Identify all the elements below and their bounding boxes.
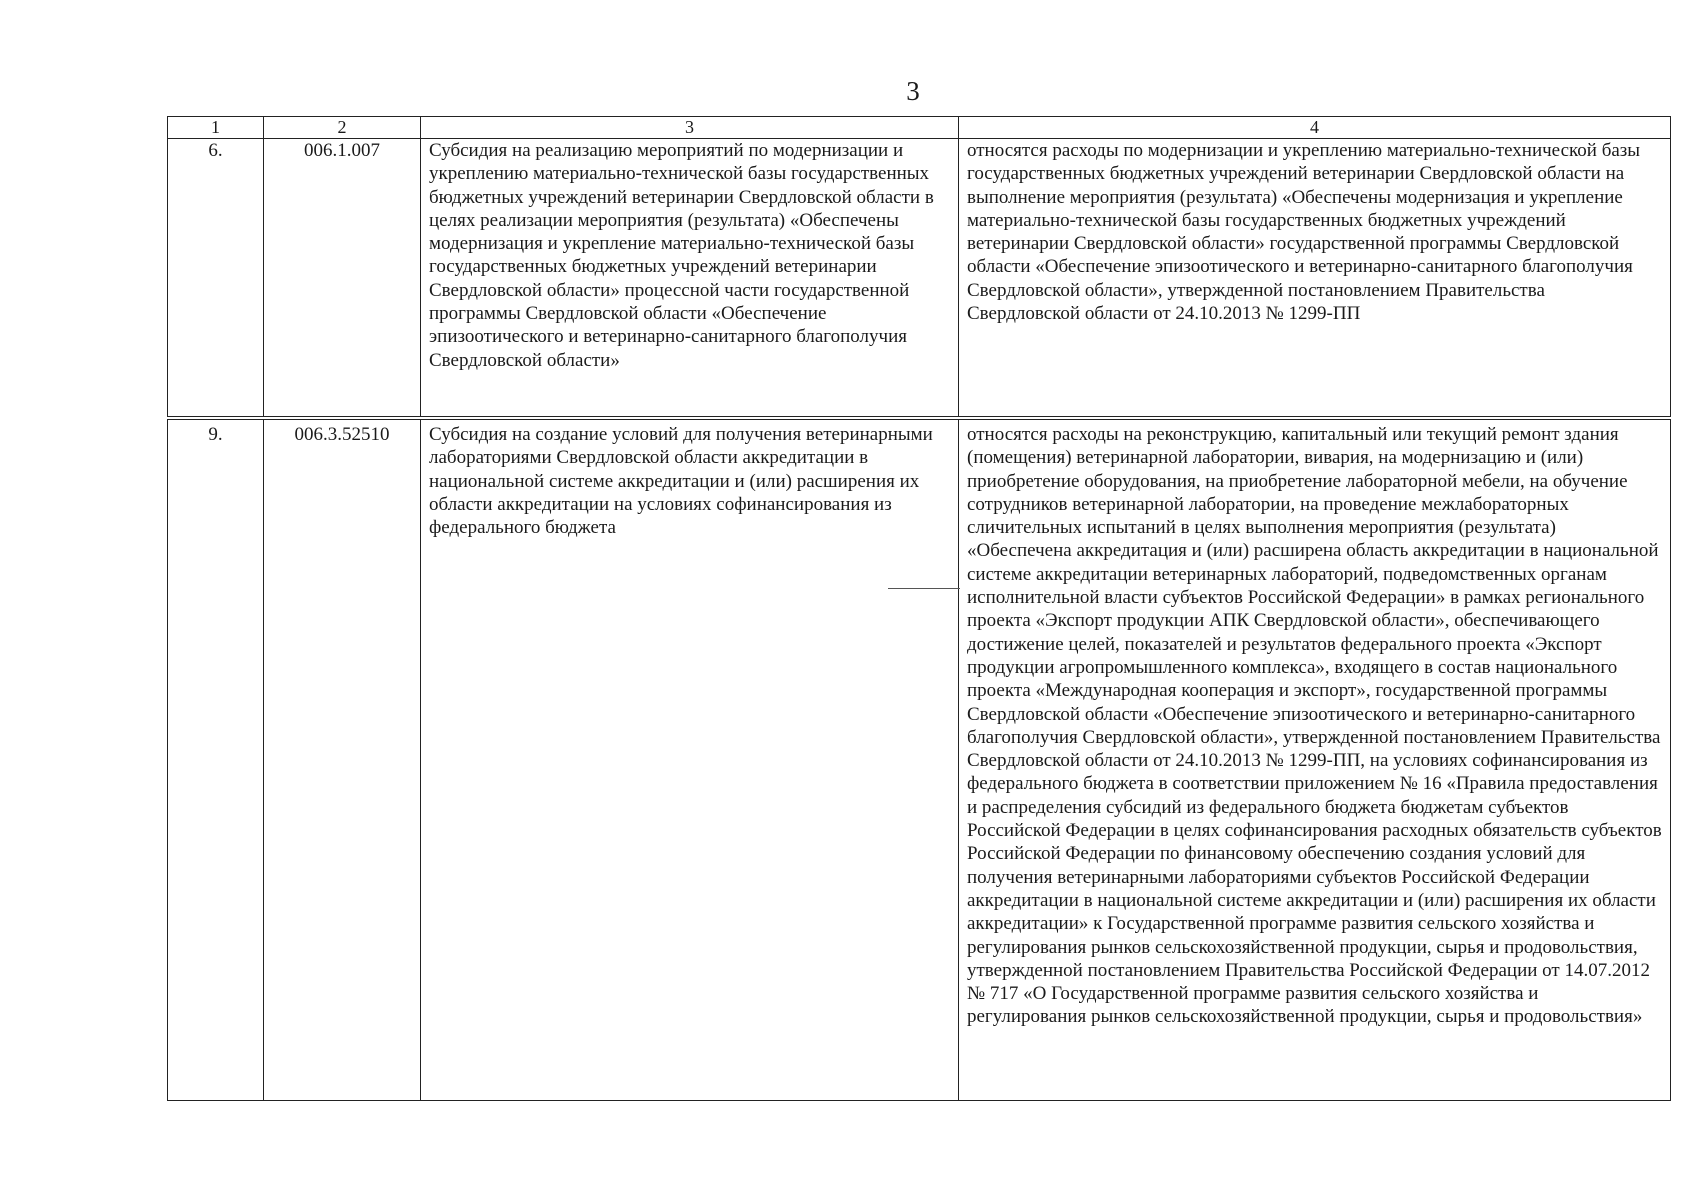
target-article-name: Субсидия на реализацию мероприятий по модернизации и укреплению материально-технической базы государственных бюджетных учреждений ветеринарии Свердловской области в целях реализации мероприятия (результата) «Обеспечены модернизация и укрепление материально-технической базы государственных бюджетных учреждений ветеринарии Свердловской области» процессной части государственной программы Свердловской области «Обеспечение эпизоотического и ветеринарно-санитарного благополучия Свердловской области» [421, 139, 959, 419]
column-number-4: 4 [959, 117, 1671, 139]
column-number-2: 2 [264, 117, 421, 139]
row-number: 9. [168, 418, 264, 1101]
table-header-row [168, 117, 1671, 139]
table-row [168, 418, 1671, 1101]
target-article-name: Субсидия на создание условий для получения ветеринарными лабораториями Свердловской области аккредитации в национальной системе аккредитации и (или) расширения их области аккредитации на условиях софинансирования из федерального бюджета [421, 418, 959, 1101]
target-article-code: 006.1.007 [264, 139, 421, 419]
page-number: 3 [906, 76, 920, 106]
target-article-description: относятся расходы по модернизации и укреплению материально-технической базы государственных бюджетных учреждений ветеринарии Свердловской области на выполнение мероприятия (результата) «Обеспечены модернизация и укрепление материально-технической базы государственных бюджетных учреждений ветеринарии Свердловской области» государственной программы Свердловской области «Обеспечение эпизоотического и ветеринарно-санитарного благополучия Свердловской области», утвержденной постановлением Правительства Свердловской области от 24.10.2013 № 1299-ПП [959, 139, 1671, 419]
scan-artifact-line [888, 588, 960, 589]
target-article-description: относятся расходы на реконструкцию, капитальный или текущий ремонт здания (помещения) ветеринарной лаборатории, вивария, на модернизацию и (или) приобретение оборудования, на приобретение лабораторной мебели, на обучение сотрудников ветеринарной лаборатории, на проведение межлабораторных сличительных испытаний в целях выполнения мероприятия (результата) «Обеспечена аккредитация и (или) расширена область аккредитации в национальной системе аккредитации ветеринарных лабораторий, подведомственных органам исполнительной власти субъектов Российской Федерации» в рамках регионального проекта «Экспорт продукции АПК Свердловской области», обеспечивающего достижение целей, показателей и результатов федерального проекта «Экспорт продукции агропромышленного комплекса», входящего в состав национального проекта «Международная кооперация и экспорт», государственной программы Свердловской области «Обеспечение эпизоотического и ветеринарно-санитарного благополучия Свердловской области», утвержденной постановлением Правительства Свердловской области от 24.10.2013 № 1299-ПП, на условиях софинансирования из федерального бюджета в соответствии приложением № 16 «Правила предоставления и распределения субсидий из федерального бюджета бюджетам субъектов Российской Федерации в целях софинансирования расходных обязательств субъектов Российской Федерации по финансовому обеспечению создания условий для получения ветеринарными лабораториями субъектов Российской Федерации аккредитации в национальной системе аккредитации и (или) расширения их области аккредитации» к Государственной программе развития сельского хозяйства и регулирования рынков сельскохозяйственной продукции, сырья и продовольствия, утвержденной постановлением Правительства Российской Федерации от 14.07.2012 № 717 «О Государственной программе развития сельского хозяйства и регулирования рынков сельскохозяйственной продукции, сырья и продовольствия» [959, 418, 1671, 1101]
column-number-3: 3 [421, 117, 959, 139]
column-number-1: 1 [168, 117, 264, 139]
row-number: 6. [168, 139, 264, 419]
table-row [168, 139, 1671, 419]
target-article-code: 006.3.52510 [264, 418, 421, 1101]
budget-classification-table [167, 116, 1671, 1101]
